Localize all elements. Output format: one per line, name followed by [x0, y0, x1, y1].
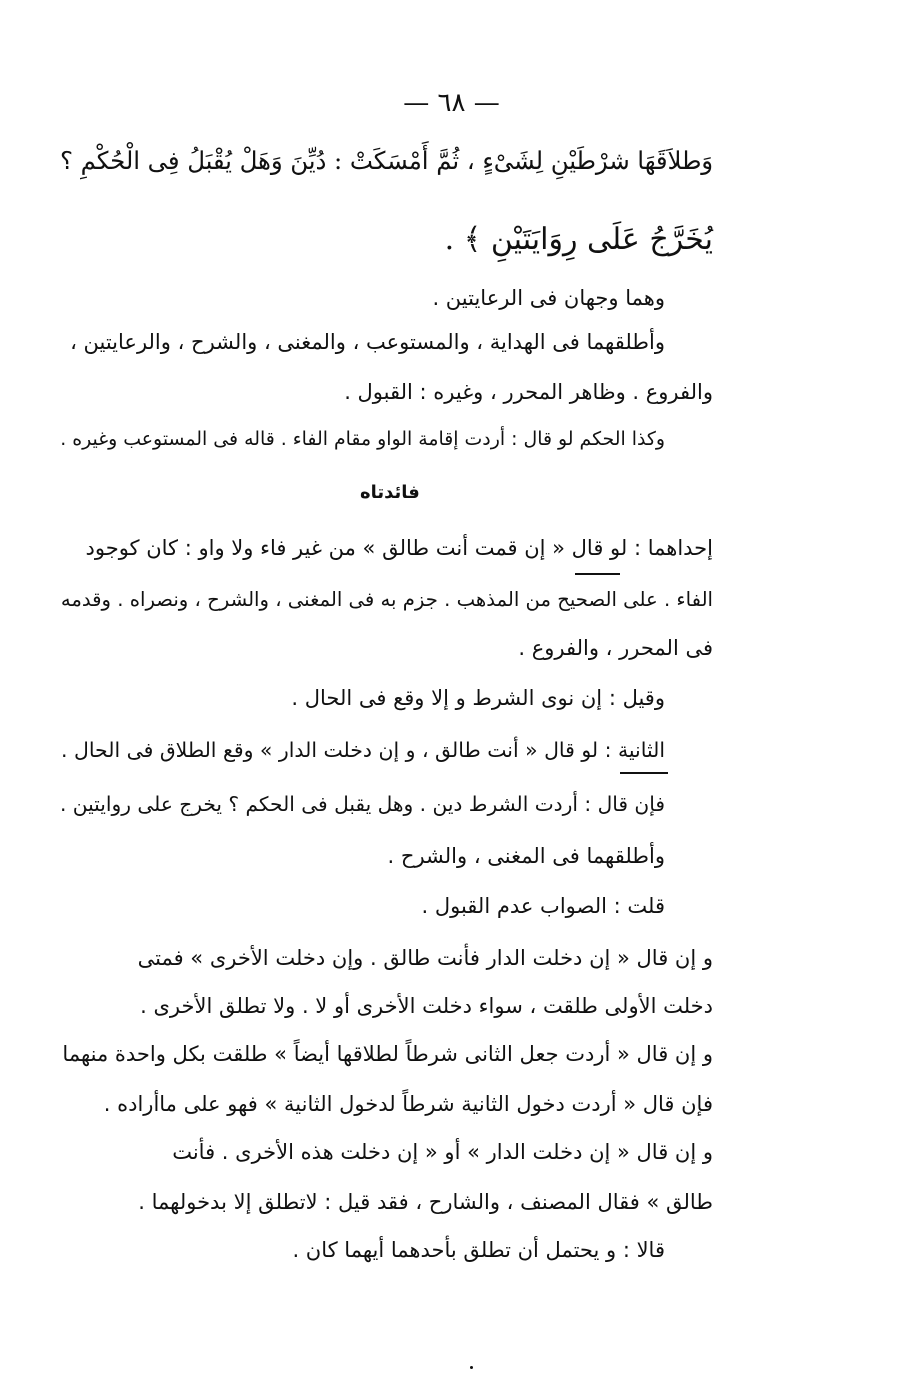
page-number: — ٦٨ —: [403, 88, 500, 118]
text-line: والفروع . وظاهر المحرر ، وغيره : القبول .: [344, 380, 713, 404]
verse-line-1: وَطلاَقَهَا شرْطَيْنِ لِشَىْءٍ ، ثُمَّ أَمْسَكَتْ : دُيِّنَ وَهَلْ يُقْبَلُ فِى الْحُكْمِ ؟: [60, 146, 713, 175]
verse-line-2: يُخَرَّجُ عَلَى رِوَايَتَيْنِ ﴾ .: [444, 222, 713, 257]
text-line: فإن قال : أردت الشرط دين . وهل يقبل فى الحكم ؟ يخرج على روايتين .: [59, 792, 665, 816]
text-line: دخلت الأولى طلقت ، سواء دخلت الأخرى أو لا . ولا تطلق الأخرى .: [140, 994, 713, 1018]
text-line: الثانية : لو قال « أنت طالق ، و إن دخلت الدار » وقع الطلاق فى الحال .: [61, 738, 665, 762]
text-line: و إن قال « إن دخلت الدار فأنت طالق . وإن دخلت الأخرى » فمتى: [137, 946, 713, 970]
text-line: وهما وجهان فى الرعايتين .: [432, 286, 665, 310]
text-line: طالق » فقال المصنف ، والشارح ، فقد قيل : لاتطلق إلا بدخولهما .: [138, 1190, 713, 1214]
text-line: إحداهما : لو قال « إن قمت أنت طالق » من غير فاء ولا واو : كان كوجود: [85, 536, 713, 560]
text-line: و إن قال « أردت جعل الثانى شرطاً لطلاقها أيضاً » طلقت بكل واحدة منهما: [62, 1042, 713, 1066]
text-line: قالا : و يحتمل أن تطلق بأحدهما أيهما كان .: [292, 1238, 665, 1262]
ink-speck: [470, 1366, 473, 1369]
text-line: وأطلقهما فى المغنى ، والشرح .: [387, 844, 665, 868]
text-line: الفاء . على الصحيح من المذهب . جزم به فى المغنى ، والشرح ، ونصراه . وقدمه: [60, 588, 713, 611]
heading-underline: [575, 573, 620, 575]
text-line: وقيل : إن نوى الشرط و إلا وقع فى الحال .: [291, 686, 665, 710]
text-line: قلت : الصواب عدم القبول .: [421, 894, 665, 918]
text-line: فإن قال « أردت دخول الثانية شرطاً لدخول الثانية » فهو على ماأراده .: [103, 1092, 713, 1116]
text-line: فى المحرر ، والفروع .: [518, 636, 713, 660]
text-line: وكذا الحكم لو قال : أردت إقامة الواو مقام الفاء . قاله فى المستوعب وغيره .: [60, 428, 665, 450]
section-heading: فائدتاه: [360, 482, 420, 503]
heading-underline: [620, 772, 668, 774]
text-line: وأطلقهما فى الهداية ، والمستوعب ، والمغنى ، والشرح ، والرعايتين ،: [70, 330, 665, 354]
text-line: و إن قال « إن دخلت الدار » أو « إن دخلت هذه الأخرى . فأنت: [172, 1140, 713, 1164]
